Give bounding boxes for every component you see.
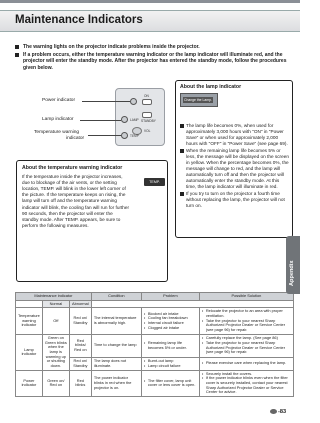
temp-display-indicator: TEMP. bbox=[144, 178, 165, 186]
blank-cell bbox=[16, 300, 43, 308]
cell-indicator: Temperature warning indicator bbox=[16, 308, 43, 334]
lamp-indicator-light bbox=[121, 116, 128, 123]
cell-indicator: Power indicator bbox=[16, 370, 43, 396]
about-warning-text: If the temperature inside the projector increases, due to blockage of the air vents, or the setting location, TEMP. will blink in the lower left corner of the picture. If the temperature keeps on rising, the lamp will turn off and the temperature warning indicator will blink, the cooling fan will run for further 90 seconds, then the projector will enter the standby mode. After TEMP. appears, be sure to perform the following measures. bbox=[22, 173, 130, 229]
solution-item: • Carefully replace the lamp. (See page 86) bbox=[202, 336, 291, 341]
page-title: Maintenance Indicators bbox=[15, 14, 143, 26]
cell-condition: Time to change the lamp bbox=[91, 334, 141, 357]
lamp-message-screen bbox=[180, 93, 218, 107]
lamp-leader-line bbox=[80, 120, 121, 121]
col-header-solution: Possible Solution bbox=[199, 293, 293, 301]
table-row bbox=[16, 308, 294, 334]
solution-item: • Take the projector to your nearest Sharp Authorized Projector Dealer or Service Center (see page 96) for repair. bbox=[202, 319, 291, 333]
cell-abnormal: Red on/ Standby bbox=[69, 357, 91, 370]
about-lamp-header: About the lamp indicator bbox=[180, 84, 242, 90]
problem-item: • Clogged air intake bbox=[144, 326, 197, 331]
cell-solution bbox=[199, 334, 293, 357]
lamp-indicator-label: Lamp indicator bbox=[42, 117, 74, 122]
cell-solution bbox=[199, 370, 293, 396]
cell-abnormal: Red blinks bbox=[69, 370, 91, 396]
solution-item: • Take the projector to your nearest Sharp Authorized Projector Dealer or Service Center (see page 96) for repair. bbox=[202, 341, 291, 355]
about-lamp-list bbox=[180, 123, 290, 210]
cell-condition: The lamp does not illuminate. bbox=[91, 357, 141, 370]
solution-item: • Securely install the covers. bbox=[202, 372, 291, 377]
solution-item: • If the power indicator blinks even when the filter cover is securely installed, contact your nearest Sharp Authorized Projector Dealer or Service Center for advice. bbox=[202, 376, 291, 395]
page-number bbox=[270, 409, 286, 416]
cell-indicator: Lamp indicator bbox=[16, 334, 43, 370]
temp-label: TEMP bbox=[130, 134, 139, 138]
about-lamp-item: The lamp life becomes 0%, when used for approximately 3,000 hours with "ON" in "Power Save" or when used for approximately 2,000 hours with "OFF" in "Power Save" (see page 69). bbox=[180, 123, 290, 147]
cell-solution bbox=[199, 357, 293, 370]
intro-bullet: The warning lights on the projector indicate problems inside the projector. bbox=[15, 44, 290, 51]
blank-cell bbox=[91, 300, 293, 308]
problem-item: • Internal circuit failure bbox=[144, 321, 197, 326]
temp-leader-line bbox=[88, 135, 121, 136]
col-header-condition: Condition bbox=[91, 293, 141, 301]
side-tab-label: Appendix bbox=[289, 260, 295, 286]
cell-condition: The power indicator blinks in red when the projector is on. bbox=[91, 370, 141, 396]
intro-bullet: If a problem occurs, either the temperature warning indicator or the lamp indicator will illuminate red, and the projector will enter the standby mode. After the projector has entered the standby mode, follow the procedures given below. bbox=[15, 52, 290, 72]
appendix-side-tab bbox=[286, 236, 300, 294]
temperature-indicator-light bbox=[121, 132, 128, 139]
cell-normal: Off bbox=[42, 308, 69, 334]
subheader-abnormal: Abnormal bbox=[69, 300, 91, 308]
col-header-problem: Problem bbox=[141, 293, 199, 301]
standby-button bbox=[142, 112, 152, 118]
cell-normal: Green on/ Red on bbox=[42, 370, 69, 396]
problem-item: • The filter cover, lamp unit cover or lens cover is open. bbox=[144, 379, 197, 388]
cell-normal: Green on Green blinks when the lamp is warming up or shutting down. bbox=[42, 334, 69, 370]
power-indicator-light bbox=[130, 98, 137, 105]
problem-item: • Cooling fan breakdown bbox=[144, 316, 197, 321]
cell-abnormal: Red on/ Standby bbox=[69, 308, 91, 334]
table-row bbox=[16, 334, 294, 357]
about-temperature-warning-box bbox=[16, 160, 168, 282]
on-label: ON bbox=[144, 94, 149, 98]
cell-problem bbox=[141, 357, 199, 370]
problem-item: • Burnt-out lamp bbox=[144, 359, 197, 364]
cell-condition: The internal temperature is abnormally high. bbox=[91, 308, 141, 334]
cell-problem bbox=[141, 334, 199, 357]
about-lamp-item: When the remaining lamp life becomes 5% or less, the message will be displayed on the screen in yellow. When the percentage becomes 0%, the message will change to red, and the lamp will automatically turn off and then the projector will automatically enter the standby mode. At this time, the lamp indicator will illuminate in red. bbox=[180, 148, 290, 190]
vol-label: VOL bbox=[144, 129, 151, 133]
top-bar bbox=[0, 0, 300, 3]
temperature-indicator-label: Temperature warning bbox=[34, 130, 80, 135]
on-button bbox=[142, 99, 152, 105]
problem-item: • Blocked air intake bbox=[144, 312, 197, 317]
problem-item: • Lamp circuit failure bbox=[144, 364, 197, 369]
intro-bullets bbox=[15, 44, 290, 72]
solution-item: • Please exercise care when replacing the lamp. bbox=[202, 361, 291, 366]
table-row bbox=[16, 370, 294, 396]
cell-solution bbox=[199, 308, 293, 334]
col-header-indicator: Maintenance indicator bbox=[16, 293, 92, 301]
about-lamp-indicator-box bbox=[175, 80, 293, 238]
cell-problem bbox=[141, 370, 199, 396]
temperature-indicator-label: indicator bbox=[66, 136, 85, 141]
power-leader-line bbox=[82, 101, 130, 102]
about-warning-header: About the temperature warning indicator bbox=[22, 165, 123, 171]
subheader-normal: Normal bbox=[42, 300, 69, 308]
standby-label: STANDBY bbox=[141, 119, 156, 123]
page-number-text: -83 bbox=[278, 409, 287, 415]
maintenance-table bbox=[15, 292, 294, 397]
cell-abnormal: Red blinks/ Red on bbox=[69, 334, 91, 357]
lamp-label: LAMP bbox=[130, 118, 139, 122]
power-indicator-label: Power indicator bbox=[42, 98, 76, 103]
lamp-message-text: Change the Lamp. bbox=[184, 98, 212, 102]
cell-problem bbox=[141, 308, 199, 334]
solution-item: • Relocate the projector to an area with proper ventilation. bbox=[202, 309, 291, 318]
problem-item: • Remaining lamp life becomes 5% or under. bbox=[144, 341, 197, 350]
page-icon bbox=[270, 409, 277, 414]
about-lamp-item: If you try to turn on the projector a fourth time without replacing the lamp, the projector will not turn on. bbox=[180, 191, 290, 209]
